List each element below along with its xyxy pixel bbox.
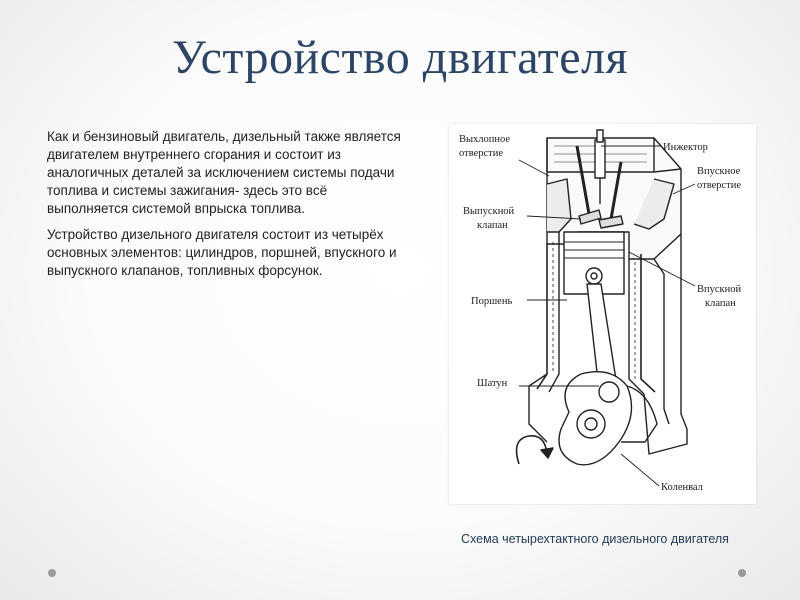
slide-dot-right xyxy=(738,569,746,577)
diagram-caption: Схема четырехтактного дизельного двигателя xyxy=(461,532,729,546)
label-piston: Поршень xyxy=(471,296,513,307)
label-exhaust-valve: Выпускной xyxy=(463,206,515,217)
slide-dot-left xyxy=(48,569,56,577)
cylinder-wall-left xyxy=(537,244,547,389)
label-intake-valve: Впускной xyxy=(697,284,742,295)
label-injector: Инжектор xyxy=(663,142,708,153)
body-text xyxy=(47,128,407,288)
paragraph-1: Как и бензиновый двигатель, дизельный также является двигателем внутреннего сгорания и состоит из аналогичных деталей за исключением системы подачи топлива и системы зажигания- здесь это всё выполняется системой впрыска топлива. xyxy=(47,129,401,216)
label-intake-port-2: отверстие xyxy=(697,180,742,191)
slide-title: Устройство двигателя xyxy=(171,31,629,84)
label-crankshaft: Коленвал xyxy=(661,482,703,493)
engine-diagram-svg xyxy=(449,124,756,504)
label-exhaust-port: Выхлопное xyxy=(459,134,511,145)
label-connecting-rod: Шатун xyxy=(477,378,508,389)
engine-block xyxy=(644,234,687,454)
label-intake-port: Впускное xyxy=(697,166,741,177)
label-exhaust-port-2: отверстие xyxy=(459,148,504,159)
label-exhaust-valve-2: клапан xyxy=(477,220,508,231)
label-intake-valve-2: клапан xyxy=(705,298,736,309)
engine-diagram xyxy=(449,124,756,504)
paragraph-2: Устройство дизельного двигателя состоит из четырёх основных элементов: цилиндров, поршней, впускного и выпускного клапанов, топливных форсунок. xyxy=(47,227,397,278)
